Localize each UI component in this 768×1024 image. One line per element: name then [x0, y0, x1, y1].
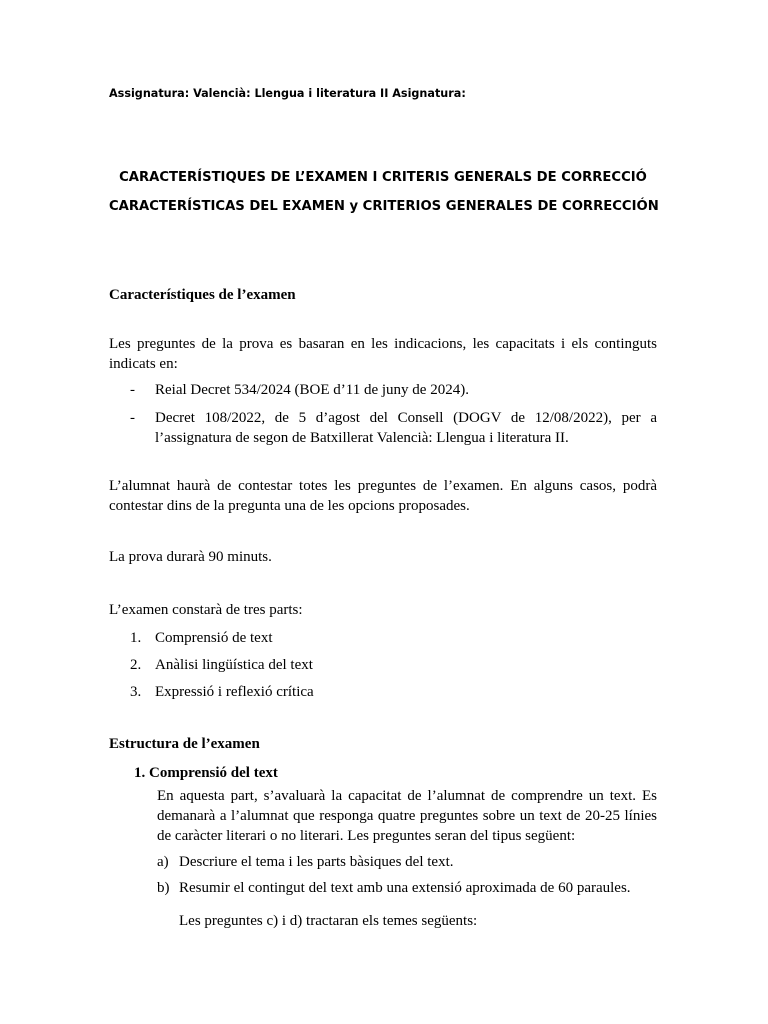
question-text: Resumir el contingut del text amb una extensió aproximada de 60 paraules. [179, 880, 631, 896]
question-item [157, 852, 657, 872]
reference-text: Decret 108/2022, de 5 d’agost del Consell (DOGV de 12/08/2022), per a l’assignatura de segon de Batxillerat Valencià: Llengua i literatura II. [155, 410, 657, 446]
exam-part-text: Comprensió de text [155, 630, 273, 646]
questions-note: Les preguntes c) i d) tractaran els temes següents: [179, 913, 478, 929]
list-marker: - [130, 382, 135, 398]
exam-part-item [130, 628, 657, 648]
list-marker: b) [157, 880, 170, 896]
reference-text: Reial Decret 534/2024 (BOE d’11 de juny de 2024). [155, 382, 469, 398]
question-item [157, 878, 657, 898]
exam-part-item [130, 655, 657, 675]
duration-paragraph: La prova durarà 90 minuts. [109, 549, 272, 565]
reference-item [130, 408, 657, 448]
subject-line: Assignatura: Valencià: Llengua i literatura II Asignatura: [109, 87, 466, 100]
comprehension-description: En aquesta part, s’avaluarà la capacitat de l’alumnat de comprendre un text. Es demanarà a l’alumnat que responga quatre preguntes sobre un text de 20-25 línies de caràcter literari o no literari. Les preguntes seran del tipus següent: [157, 788, 657, 844]
question-text: Descriure el tema i les parts bàsiques del text. [179, 854, 454, 870]
list-marker: 1. [130, 630, 142, 646]
answer-all-paragraph: L’alumnat haurà de contestar totes les preguntes de l’examen. En alguns casos, podrà contestar dins de la pregunta una de les opcions proposades. [109, 478, 657, 514]
title-valencian: CARACTERÍSTIQUES DE L’EXAMEN I CRITERIS GENERALS DE CORRECCIÓ [119, 170, 647, 185]
subsection-heading-comprehension: 1. Comprensió del text [134, 765, 278, 781]
parts-intro: L’examen constarà de tres parts: [109, 602, 303, 618]
list-marker: 2. [130, 657, 142, 673]
list-marker: - [130, 410, 135, 426]
reference-item [130, 380, 657, 400]
exam-part-text: Anàlisi lingüística del text [155, 657, 313, 673]
intro-paragraph: Les preguntes de la prova es basaran en les indicacions, les capacitats i els continguts indicats en: [109, 336, 657, 372]
section-heading-exam-characteristics: Característiques de l’examen [109, 287, 296, 303]
section-heading-exam-structure: Estructura de l’examen [109, 736, 260, 752]
list-marker: a) [157, 854, 169, 870]
title-spanish: CARACTERÍSTICAS DEL EXAMEN y CRITERIOS GENERALES DE CORRECCIÓN [109, 199, 659, 214]
list-marker: 3. [130, 684, 142, 700]
exam-part-item [130, 682, 657, 702]
exam-part-text: Expressió i reflexió crítica [155, 684, 314, 700]
